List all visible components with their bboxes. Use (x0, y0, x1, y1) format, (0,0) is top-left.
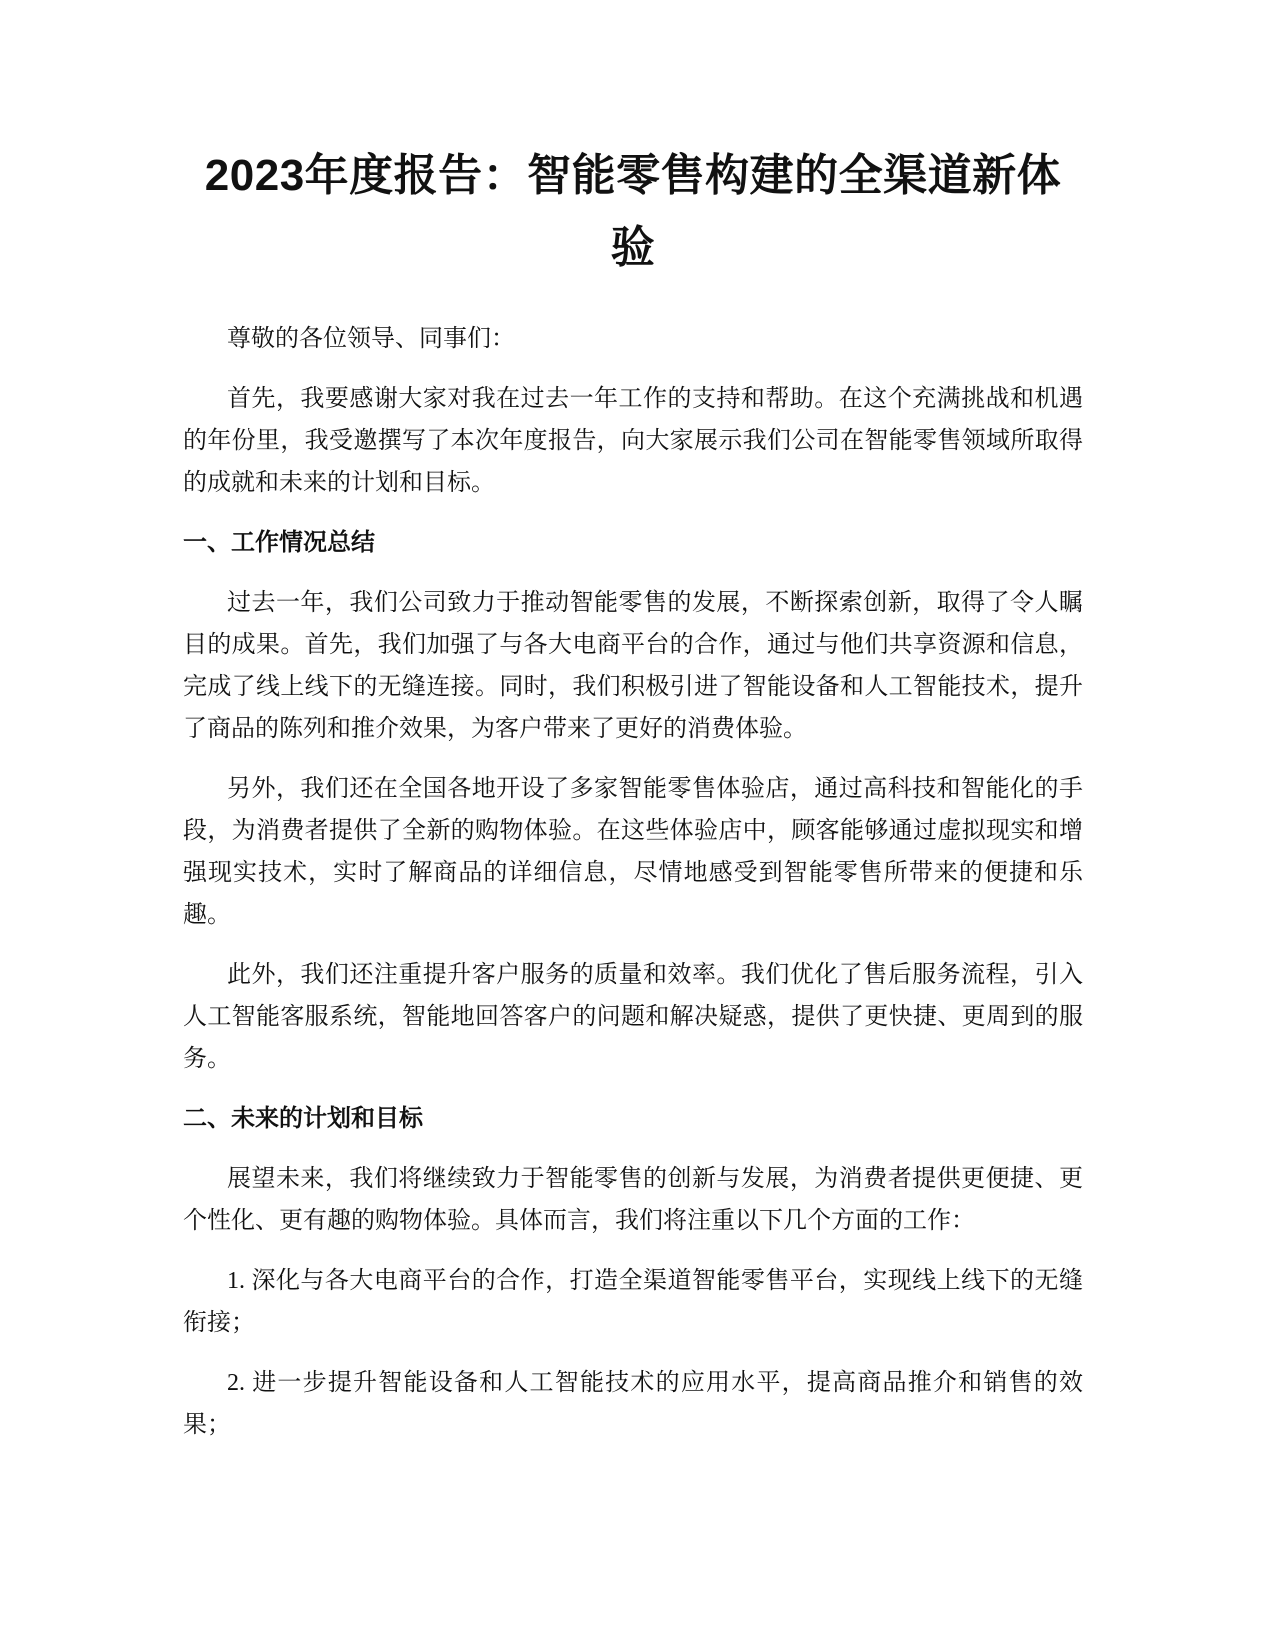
section-1-paragraph-2: 另外，我们还在全国各地开设了多家智能零售体验店，通过高科技和智能化的手段，为消费者提供了全新的购物体验。在这些体验店中，顾客能够通过虚拟现实和增强现实技术，实时了解商品的详细信息，尽情地感受到智能零售所带来的便捷和乐趣。 (183, 776, 1083, 928)
section-1-paragraph-3: 此外，我们还注重提升客户服务的质量和效率。我们优化了售后服务流程，引入人工智能客服系统，智能地回答客户的问题和解决疑惑，提供了更快捷、更周到的服务。 (183, 962, 1083, 1072)
section-2-paragraph-1: 展望未来，我们将继续致力于智能零售的创新与发展，为消费者提供更便捷、更个性化、更有趣的购物体验。具体而言，我们将注重以下几个方面的工作： (183, 1166, 1083, 1234)
section-2-list-item-1: 1. 深化与各大电商平台的合作，打造全渠道智能零售平台，实现线上线下的无缝衔接； (183, 1268, 1083, 1336)
intro-paragraph: 首先，我要感谢大家对我在过去一年工作的支持和帮助。在这个充满挑战和机遇的年份里，我受邀撰写了本次年度报告，向大家展示我们公司在智能零售领域所取得的成就和未来的计划和目标。 (183, 386, 1083, 496)
section-2-heading: 二、未来的计划和目标 (183, 1105, 423, 1132)
document-title: 2023年度报告：智能零售构建的全渠道新体验 (204, 151, 1062, 272)
document-page (183, 140, 1083, 1464)
section-1-heading: 一、工作情况总结 (183, 529, 375, 556)
section-2-list-item-2: 2. 进一步提升智能设备和人工智能技术的应用水平，提高商品推介和销售的效果； (183, 1370, 1083, 1438)
greeting-paragraph: 尊敬的各位领导、同事们： (227, 326, 515, 352)
section-1-paragraph-1: 过去一年，我们公司致力于推动智能零售的发展，不断探索创新，取得了令人瞩目的成果。首先，我们加强了与各大电商平台的合作，通过与他们共享资源和信息，完成了线上线下的无缝连接。同时，我们积极引进了智能设备和人工智能技术，提升了商品的陈列和推介效果，为客户带来了更好的消费体验。 (183, 590, 1083, 742)
